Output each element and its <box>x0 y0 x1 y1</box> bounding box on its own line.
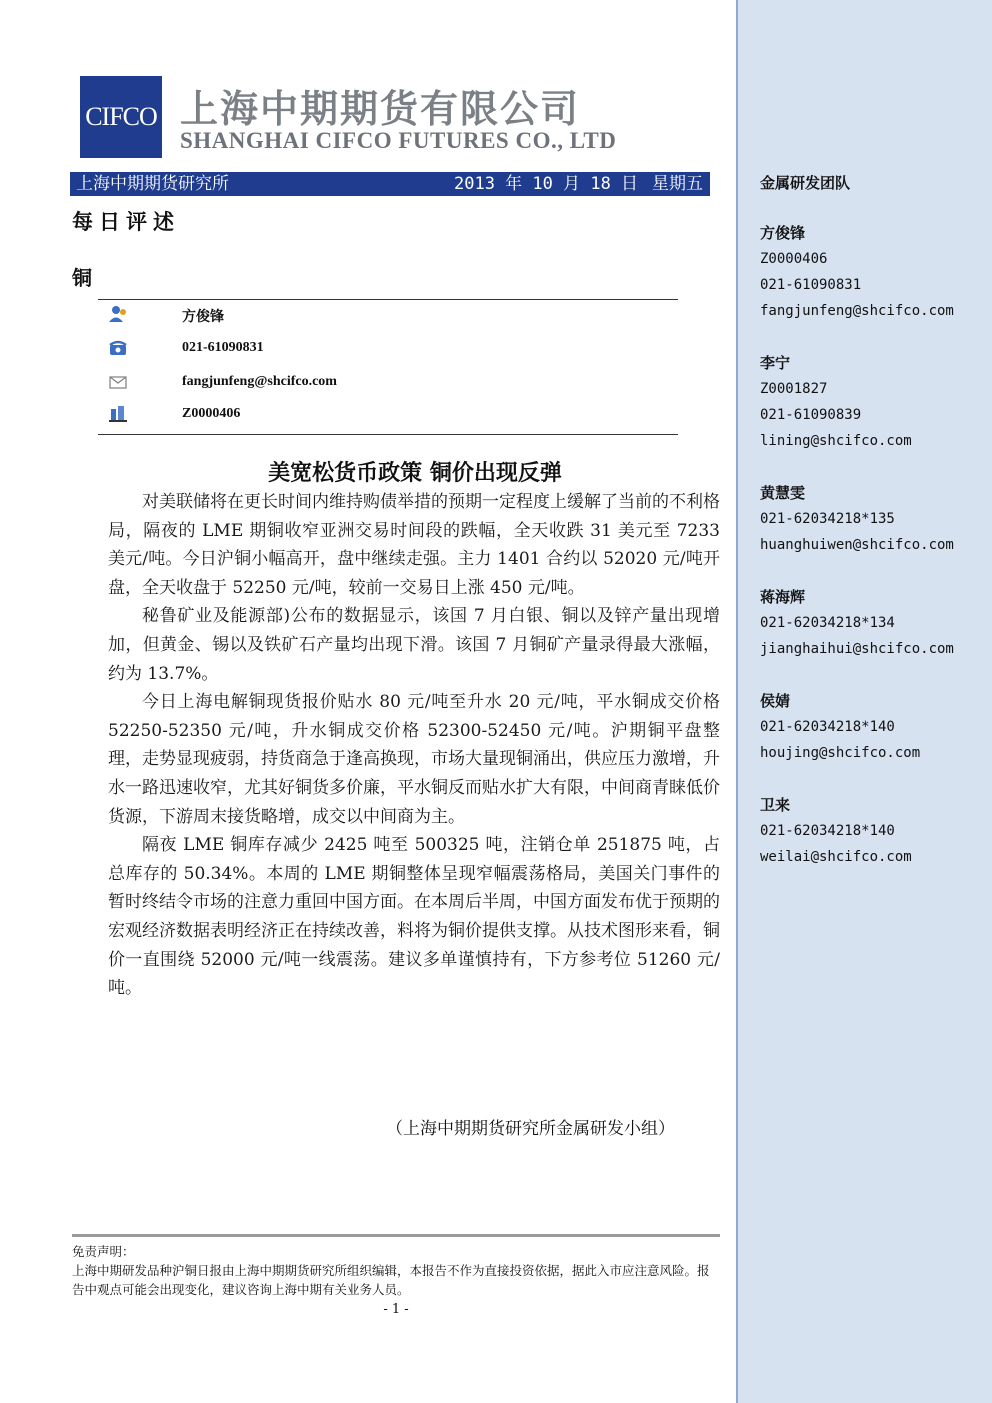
member-name: 蒋海辉 <box>760 588 806 606</box>
team-member <box>760 350 912 454</box>
team-member <box>760 220 954 324</box>
member-detail: 021-62034218*140 <box>760 719 895 735</box>
team-member <box>760 480 954 558</box>
contact-row-name <box>98 304 678 328</box>
phone-icon <box>108 338 128 358</box>
team-member <box>760 688 920 766</box>
institute-name: 上海中期期货研究所 <box>76 174 229 194</box>
page-number: - 1 - <box>383 1302 409 1317</box>
contact-row-license <box>98 404 678 428</box>
member-detail: Z0001827 <box>760 381 828 397</box>
contact-row-phone <box>98 338 678 362</box>
member-name: 方俊锋 <box>760 224 806 242</box>
member-name: 侯婧 <box>760 692 791 710</box>
article-body <box>108 488 720 1003</box>
member-name: 黄慧雯 <box>760 484 806 502</box>
envelope-icon <box>108 372 128 392</box>
footer-divider <box>72 1234 720 1237</box>
analyst-email: fangjunfeng@shcifco.com <box>182 374 337 389</box>
report-header-bar <box>70 172 710 196</box>
company-name-en: SHANGHAI CIFCO FUTURES CO., LTD <box>180 128 617 153</box>
report-weekday: 星期五 <box>652 174 703 194</box>
member-detail: 021-62034218*135 <box>760 511 895 527</box>
company-name-cn: 上海中期期货有限公司 <box>180 87 581 131</box>
member-detail: 021-61090839 <box>760 407 862 423</box>
member-email: houjing@shcifco.com <box>760 745 921 761</box>
article-signature: （上海中期期货研究所金属研发小组） <box>386 1119 675 1139</box>
commodity-title: 铜 <box>72 266 92 290</box>
member-detail: 021-62034218*134 <box>760 615 895 631</box>
analyst-license: Z0000406 <box>182 406 241 421</box>
member-email: weilai@shcifco.com <box>760 849 912 865</box>
member-email: jianghaihui@shcifco.com <box>760 641 954 657</box>
report-date: 2013 年 10 月 18 日 <box>454 174 639 194</box>
member-detail: 021-61090831 <box>760 277 862 293</box>
disclaimer <box>72 1242 720 1299</box>
article-paragraph: 隔夜 LME 铜库存减少 2425 吨至 500325 吨，注销仓单 251875 吨，占总库存的 50.34%。本周的 LME 期铜整体呈现窄幅震荡格局，美国关门事件的暂时终结令市场的注意力重回中国方面。在本周后半周，中国方面发布优于预期的宏观经济数据表明经济正在持续改善，料将为铜价提供支撑。从技术图形来看，铜价一直围绕 52000 元/吨一线震荡。建议多单谨慎持有，下方参考位 51260 元/吨。 <box>108 835 720 999</box>
disclaimer-label: 免责声明： <box>72 1244 135 1259</box>
research-team-sidebar <box>736 0 992 1403</box>
member-detail: Z0000406 <box>760 251 828 267</box>
team-member <box>760 584 954 662</box>
member-email: huanghuiwen@shcifco.com <box>760 537 954 553</box>
disclaimer-text: 上海中期研发品种沪铜日报由上海中期期货研究所组织编辑，本报告不作为直接投资依据，据此入市应注意风险。报告中观点可能会出现变化，建议咨询上海中期有关业务人员。 <box>72 1263 710 1297</box>
section-title: 每日评述 <box>72 210 180 234</box>
member-email: lining@shcifco.com <box>760 433 912 449</box>
sidebar-title: 金属研发团队 <box>760 174 851 192</box>
member-name: 李宁 <box>760 354 791 372</box>
analyst-contact-box <box>98 299 678 435</box>
company-logo: CIFCO <box>80 76 162 158</box>
building-icon <box>108 404 128 424</box>
article-paragraph: 秘鲁矿业及能源部)公布的数据显示，该国 7 月白银、铜以及锌产量出现增加，但黄金、锡以及铁矿石产量均出现下滑。该国 7 月铜矿产量录得最大涨幅，约为 13.7%。 <box>108 606 720 684</box>
article-paragraph: 今日上海电解铜现货报价贴水 80 元/吨至升水 20 元/吨，平水铜成交价格 52250-52350 元/吨，升水铜成交价格 52300-52450 元/吨。沪期铜平盘整理，走势显现疲弱，持货商急于逢高换现，市场大量现铜涌出，供应压力激增，升水一路迅速收窄，尤其好铜货多价廉，平水铜反而贴水扩大有限，中间商青睐低价货源，下游周末接货略增，成交以中间商为主。 <box>108 692 720 827</box>
analyst-phone: 021-61090831 <box>182 340 264 355</box>
analyst-name: 方俊锋 <box>182 310 224 325</box>
person-icon <box>108 304 128 324</box>
member-name: 卫来 <box>760 796 791 814</box>
team-member <box>760 792 912 870</box>
article-headline: 美宽松货币政策 铜价出现反弹 <box>268 461 562 486</box>
contact-row-email <box>98 372 678 396</box>
member-email: fangjunfeng@shcifco.com <box>760 303 954 319</box>
member-detail: 021-62034218*140 <box>760 823 895 839</box>
article-paragraph: 对美联储将在更长时间内维持购债举措的预期一定程度上缓解了当前的不利格局，隔夜的 LME 期铜收窄亚洲交易时间段的跌幅，全天收跌 31 美元至 7233 美元/吨。今日沪铜小幅高开，盘中继续走强。主力 1401 合约以 52020 元/吨开盘，全天收盘于 52250 元/吨，较前一交易日上涨 450 元/吨。 <box>108 492 720 598</box>
